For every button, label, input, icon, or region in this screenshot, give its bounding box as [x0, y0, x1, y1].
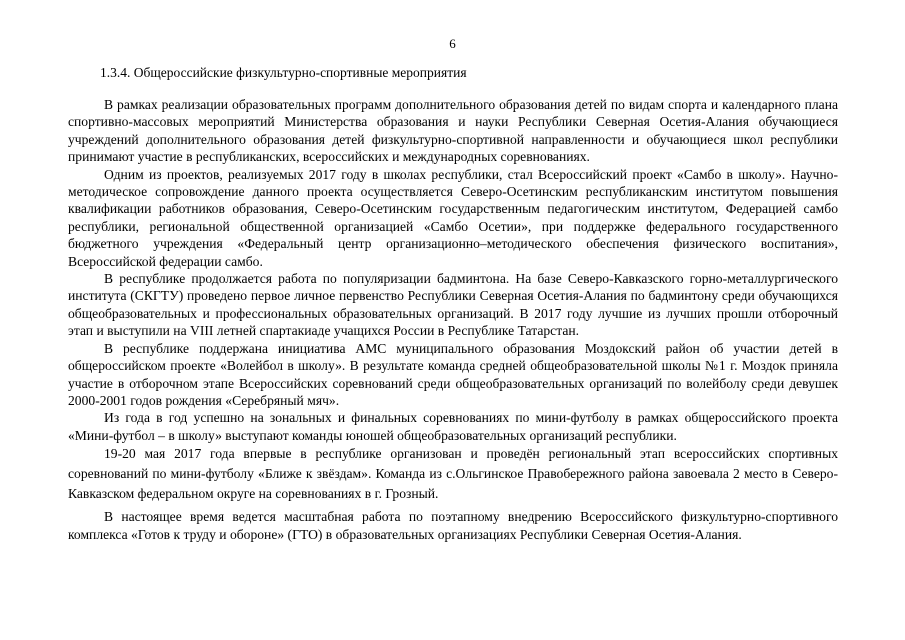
- paragraph-volleyball: В республике поддержана инициатива АМС муниципального образования Моздокский район об участии детей в общероссийском проекте «Волейбол в школу». В результате команда средней общеобразовательной школы №1 г. Моздок приняла участие в отборочном этапе Всероссийских соревнований среди общеобразовательных организаций по волейболу среди девушек 2000-2001 годов рождения «Серебряный мяч».: [68, 340, 838, 408]
- page-number: 6: [449, 36, 456, 51]
- paragraph-intro: В рамках реализации образовательных программ дополнительного образования детей по видам спорта и календарного плана спортивно-массовых мероприятий Министерства образования и науки Республики Северная Осетия-Алания обучающиеся учреждений дополнительного образования детей физкультурно-спортивной направленности и обучающиеся школ республики принимают участие в республиканских, всероссийских и международных соревнованиях.: [68, 97, 838, 165]
- document-body: [68, 96, 838, 543]
- section-heading: 1.3.4. Общероссийские физкультурно-спортивные мероприятия: [100, 65, 467, 80]
- paragraph-sambo: Одним из проектов, реализуемых 2017 году в школах республики, стал Всероссийский проект «Самбо в школу». Научно-методическое сопровождение данного проекта осуществляется Северо-Осетинским республиканским институтом повышения квалификации работников образования, Северо-Осетинским государственным педагогическим институтом, Федерацией самбо республики, региональной общественной организацией «Самбо Осетии», при поддержке федерального государственного бюджетного учреждения «Федеральный центр организационно–методического обеспечения физического воспитания», Всероссийской федерации самбо.: [68, 166, 838, 269]
- paragraph-gto: В настоящее время ведется масштабная работа по поэтапному внедрению Всероссийского физкультурно-спортивного комплекса «Готов к труду и обороне» (ГТО) в образовательных организациях Республики Северная Осетия-Алания.: [68, 509, 838, 542]
- paragraph-badminton: В республике продолжается работа по популяризации бадминтона. На базе Северо-Кавказского горно-металлургического института (СКГТУ) проведено первое личное первенство Республики Северная Осетия-Алания по бадминтону среди обучающихся общеобразовательных и профессиональных образовательных организаций. В 2017 году лучшие из лучших прошли отборочный этап и выступили на VIII летней спартакиаде учащихся России в Республике Татарстан.: [68, 271, 838, 339]
- paragraph-mini-football: Из года в год успешно на зональных и финальных соревнованиях по мини-футболу в рамках общероссийского проекта «Мини-футбол – в школу» выступают команды юношей общеобразовательных организаций республики.: [68, 410, 838, 443]
- paragraph-regional-stage: 19-20 мая 2017 года впервые в республике организован и проведён региональный этап всероссийских спортивных соревнований по мини-футболу «Ближе к звёздам». Команда из с.Ольгинское Правобережного района завоевала 2 место в Северо-Кавказском федеральном округе на соревнованиях в г. Грозный.: [68, 446, 838, 502]
